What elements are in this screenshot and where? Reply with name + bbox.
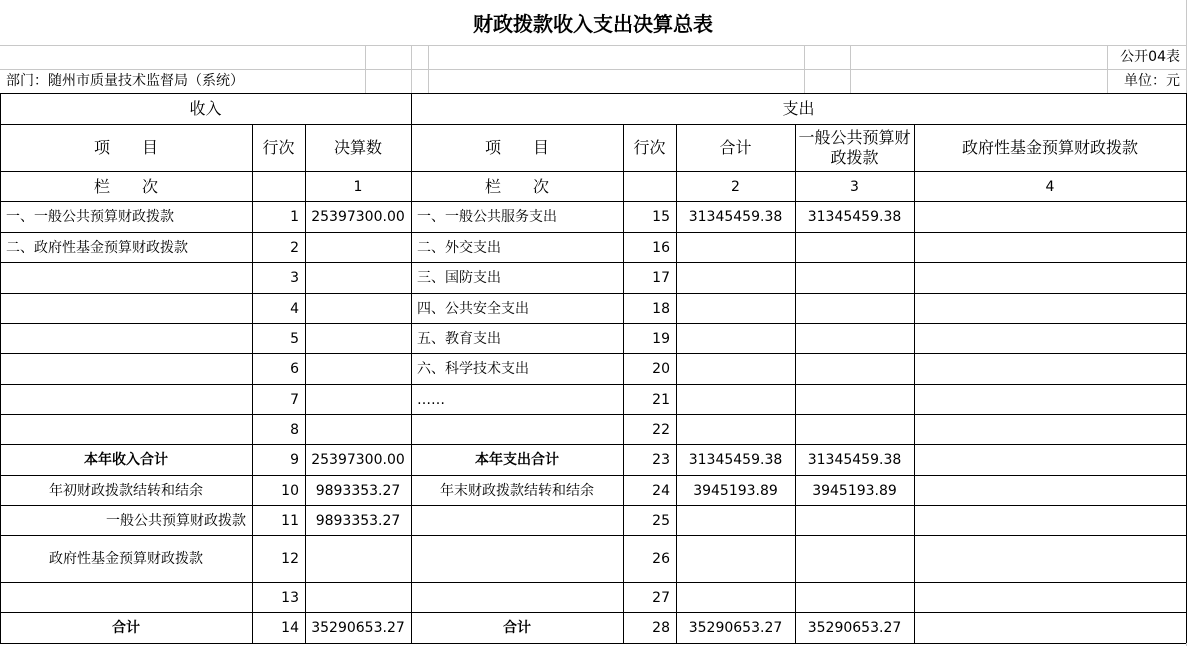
income-line-no: 7: [290, 391, 299, 408]
department-label: 部门：随州市质量技术监督局（系统）: [6, 73, 244, 89]
expense-gov-fund: [914, 506, 1186, 535]
form-code: 公开04表: [1120, 49, 1180, 65]
expense-total: [676, 263, 795, 293]
expense-gov-fund: [914, 583, 1186, 612]
income-line-no: 11: [281, 512, 299, 529]
expense-gov-fund: [914, 476, 1186, 505]
expense-gov-fund: [914, 233, 1186, 262]
income-line-no: 4: [290, 300, 299, 317]
column-number-4: 4: [1045, 178, 1055, 195]
expense-total: [676, 385, 795, 414]
income-amount: [305, 536, 411, 582]
column-row-label: 栏 次: [93, 176, 158, 196]
expense-general-budget: [795, 506, 914, 535]
expense-general-budget: [795, 415, 914, 444]
income-amount: [305, 415, 411, 444]
expense-general-budget: 3945193.89: [812, 482, 897, 499]
expense-total: 35290653.27: [688, 620, 783, 636]
expense-item: [411, 506, 623, 535]
expense-general-budget: 35290653.27: [807, 620, 902, 636]
income-line-no: 10: [281, 482, 299, 499]
expense-total: [676, 536, 795, 582]
expense-item: 二、外交支出: [417, 239, 501, 256]
expense-line-no: 20: [652, 361, 670, 377]
expense-item: ……: [417, 391, 445, 408]
expense-total: [676, 324, 795, 353]
income-item: 一般公共预算财政拨款: [106, 512, 246, 529]
income-line-no: 12: [281, 551, 299, 567]
expense-line-no: 16: [652, 239, 670, 256]
expense-line-no: 19: [652, 330, 670, 347]
income-line-no: 5: [290, 330, 299, 347]
expense-header: 支出: [782, 99, 815, 118]
expense-general-budget: [795, 583, 914, 612]
expense-general-budget: [795, 263, 914, 293]
expense-item: 合计: [503, 620, 531, 636]
expense-gov-fund: [914, 324, 1186, 353]
income-line-no: 3: [290, 270, 299, 286]
expense-line-no: 24: [652, 482, 670, 499]
expense-item: [411, 536, 623, 582]
income-item: 年初财政拨款结转和结余: [49, 482, 203, 499]
income-item: [0, 324, 252, 353]
expense-line-no: 18: [652, 300, 670, 317]
unit-label: 单位：元: [1124, 73, 1180, 89]
column-row-label-expense: 栏 次: [484, 176, 549, 196]
income-item: 本年收入合计: [84, 452, 168, 468]
income-amount: [305, 324, 411, 353]
grid-line-vertical: [1186, 93, 1187, 643]
expense-line-no: 27: [652, 589, 670, 606]
expense-gov-fund: [914, 613, 1186, 643]
income-item: [0, 263, 252, 293]
income-header: 收入: [189, 99, 222, 118]
col-header-final-amount: 决算数: [333, 138, 382, 157]
expense-general-budget: [795, 385, 914, 414]
expense-general-budget: 31345459.38: [807, 209, 902, 225]
expense-gov-fund: [914, 536, 1186, 582]
expense-line-no: 25: [652, 512, 670, 529]
expense-gov-fund: [914, 415, 1186, 444]
income-item: 一、一般公共预算财政拨款: [6, 209, 174, 225]
income-amount: 9893353.27: [315, 512, 401, 529]
income-item: 二、政府性基金预算财政拨款: [6, 239, 188, 256]
expense-item: 六、科学技术支出: [417, 361, 529, 377]
expense-general-budget: [795, 324, 914, 353]
expense-item: 一、一般公共服务支出: [417, 209, 557, 225]
expense-item: 本年支出合计: [475, 452, 559, 468]
expense-gov-fund: [914, 263, 1186, 293]
column-number-3: 3: [850, 178, 859, 195]
expense-total: [676, 583, 795, 612]
col-header-line-expense: 行次: [633, 138, 666, 157]
grid-line-horizontal: [0, 643, 1186, 644]
income-amount: 25397300.00: [311, 209, 405, 225]
expense-total: [676, 294, 795, 323]
expense-line-no: 22: [652, 421, 670, 438]
expense-total: [676, 415, 795, 444]
income-amount: [305, 233, 411, 262]
income-amount: [305, 263, 411, 293]
income-line-no: 8: [290, 421, 299, 438]
expense-total: [676, 354, 795, 384]
column-number-2: 2: [731, 178, 740, 195]
expense-line-no: 21: [652, 391, 670, 408]
page-title: 财政拨款收入支出决算总表: [473, 12, 713, 36]
expense-general-budget: [795, 536, 914, 582]
income-line-no: 1: [290, 209, 299, 225]
col-header-item-expense: 项 目: [484, 138, 549, 157]
income-amount: 9893353.27: [315, 482, 401, 499]
income-amount: [305, 354, 411, 384]
expense-gov-fund: [914, 385, 1186, 414]
expense-total: 3945193.89: [693, 482, 778, 499]
expense-item: [411, 583, 623, 612]
col-header-item: 项 目: [93, 138, 158, 157]
col-header-gov-fund: 政府性基金预算财政拨款: [961, 138, 1138, 157]
income-amount: [305, 294, 411, 323]
income-amount: [305, 385, 411, 414]
income-line-no: 14: [281, 620, 299, 636]
expense-line-no: 23: [652, 452, 670, 468]
expense-line-no: 17: [652, 270, 670, 286]
income-amount: 35290653.27: [311, 620, 405, 636]
income-item: [0, 354, 252, 384]
income-item: [0, 294, 252, 323]
expense-general-budget: [795, 354, 914, 384]
income-line-no: 13: [281, 589, 299, 606]
expense-line-no: 15: [652, 209, 670, 225]
col-header-line: 行次: [262, 138, 295, 157]
col-header-general-budget: 一般公共预算财政拨款: [798, 128, 911, 167]
expense-item: 五、教育支出: [417, 330, 501, 347]
col-header-total: 合计: [719, 138, 752, 157]
expense-gov-fund: [914, 294, 1186, 323]
expense-line-no: 26: [652, 551, 670, 567]
expense-general-budget: 31345459.38: [807, 452, 902, 468]
income-amount: [305, 583, 411, 612]
income-item: [0, 415, 252, 444]
income-item: [0, 385, 252, 414]
expense-item: 四、公共安全支出: [417, 300, 529, 317]
expense-general-budget: [795, 233, 914, 262]
expense-general-budget: [795, 294, 914, 323]
expense-gov-fund: [914, 445, 1186, 475]
expense-total: 31345459.38: [688, 209, 783, 225]
expense-total: 31345459.38: [688, 452, 783, 468]
income-amount: 25397300.00: [311, 452, 405, 468]
income-line-no: 2: [290, 239, 299, 256]
income-item: [0, 583, 252, 612]
income-line-no: 6: [290, 361, 299, 377]
income-item: 合计: [112, 620, 140, 636]
expense-item: [411, 415, 623, 444]
expense-gov-fund: [914, 354, 1186, 384]
income-line-no: 9: [290, 452, 299, 468]
expense-total: [676, 233, 795, 262]
expense-item: 三、国防支出: [417, 270, 501, 286]
income-item: 政府性基金预算财政拨款: [49, 551, 203, 567]
expense-gov-fund: [914, 202, 1186, 232]
expense-total: [676, 506, 795, 535]
expense-line-no: 28: [652, 620, 670, 636]
expense-item: 年末财政拨款结转和结余: [440, 482, 594, 499]
column-number-1: 1: [353, 178, 363, 195]
